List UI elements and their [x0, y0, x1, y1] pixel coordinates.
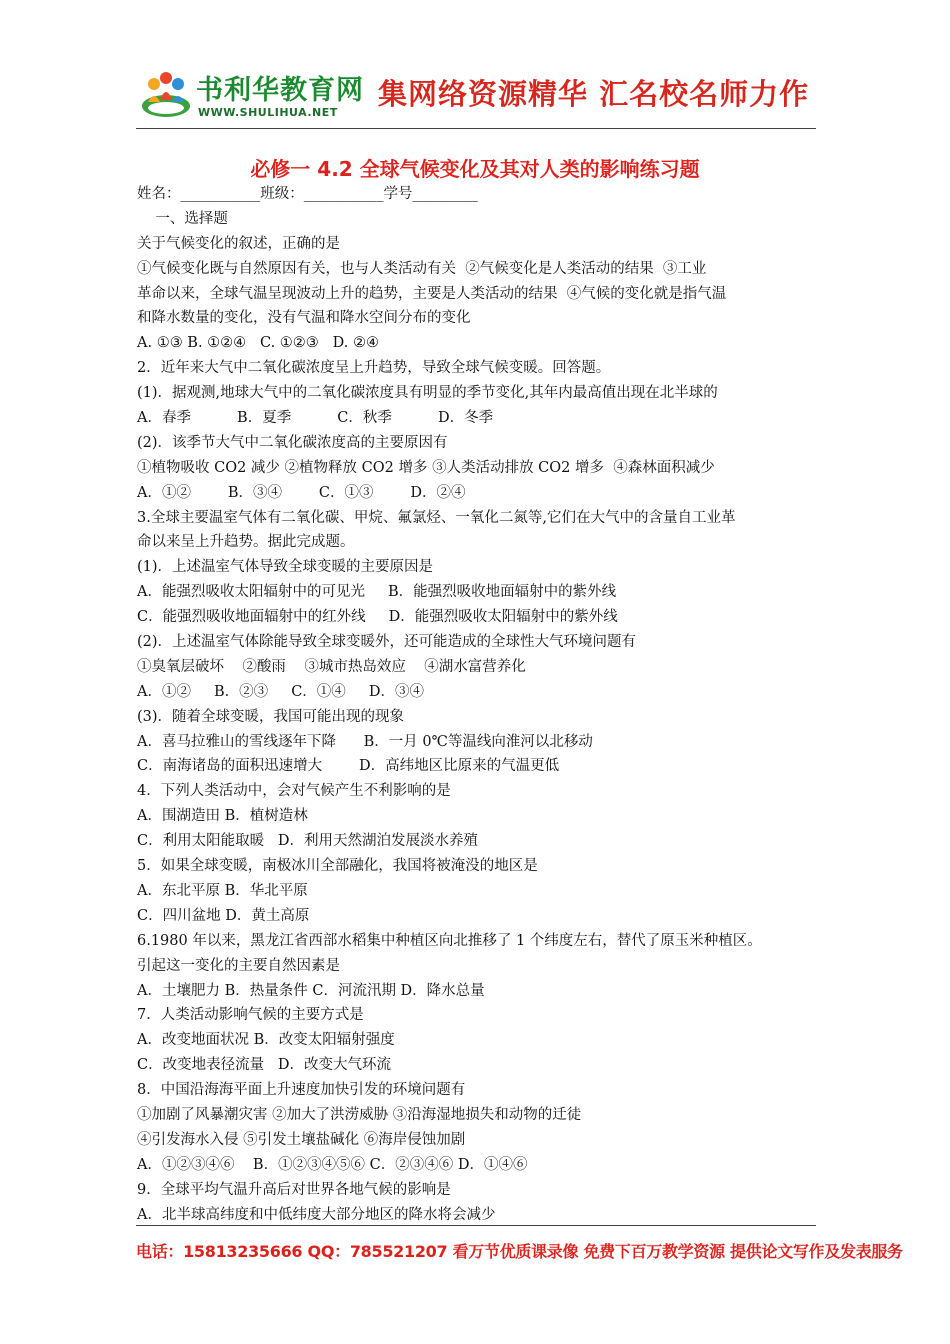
- text-line: 7．人类活动影响气候的主要方式是: [137, 1007, 364, 1024]
- site-header: [140, 62, 820, 132]
- text-line: C．改变地表径流量 D．改变大气环流: [137, 1057, 392, 1074]
- text-line: (1)．上述温室气体导致全球变暖的主要原因是: [137, 559, 434, 576]
- text-line: A．围湖造田 B．植树造林: [137, 808, 308, 825]
- brand-url: WWW.SHULIHUA.NET: [198, 106, 338, 119]
- text-line: 一、选择题: [137, 210, 228, 227]
- text-line: A．土壤肥力 B．热量条件 C．河流汛期 D．降水总量: [137, 982, 485, 999]
- text-line: A．①② B．③④ C．①③ D．②④: [137, 484, 466, 501]
- text-line: A．北半球高纬度和中低纬度大部分地区的降水将会减少: [137, 1206, 496, 1223]
- text-line: ①臭氧层破坏 ②酸雨 ③城市热岛效应 ④湖水富营养化: [137, 658, 526, 675]
- text-line: A．①②③④⑥ B．①②③④⑤⑥ C．②③④⑥ D．①④⑥: [137, 1156, 528, 1173]
- text-line: C．能强烈吸收地面辐射中的红外线 D．能强烈吸收太阳辐射中的紫外线: [137, 609, 618, 626]
- text-line: 4．下列人类活动中，会对气候产生不利影响的是: [137, 783, 451, 800]
- text-line: A．喜马拉雅山的雪线逐年下降 B．一月 0℃等温线向淮河以北移动: [137, 733, 593, 750]
- text-line: C．四川盆地 D．黄土高原: [137, 907, 310, 924]
- brand-name: 书利华教育网: [196, 75, 364, 106]
- text-line: 3.全球主要温室气体有二氧化碳、甲烷、氟氯烃、一氧化二氮等,它们在大气中的含量自工业革: [137, 509, 736, 526]
- text-line: 革命以来，全球气温呈现波动上升的趋势，主要是人类活动的结果 ④气候的变化就是指气温: [137, 285, 727, 302]
- text-line: 2．近年来大气中二氧化碳浓度呈上升趋势，导致全球气候变暖。回答题。: [137, 360, 611, 377]
- text-line: C．南海诸岛的面积迅速增大 D．高纬地区比原来的气温更低: [137, 758, 560, 775]
- text-line: (2)．该季节大气中二氧化碳浓度高的主要原因有: [137, 434, 448, 451]
- text-line: 命以来呈上升趋势。据此完成题。: [137, 534, 355, 551]
- text-line: 关于气候变化的叙述，正确的是: [137, 235, 340, 252]
- footer-contact: 电话：15813235666 QQ：785521207 看万节优质课录像 免费下百万教学资源 提供论文写作及发表服务: [136, 1242, 903, 1261]
- logo-icon: [140, 68, 192, 120]
- text-line: (3)．随着全球变暖，我国可能出现的现象: [137, 708, 405, 725]
- text-line: ①加剧了风暴潮灾害 ②加大了洪涝威胁 ③沿海湿地损失和动物的迁徒: [137, 1106, 582, 1123]
- text-line: C．利用太阳能取暖 D．利用天然湖泊发展淡水养殖: [137, 833, 479, 850]
- footer-divider: [136, 1225, 816, 1226]
- header-divider: [136, 128, 816, 129]
- header-slogan: 集网络资源精华 汇名校名师力作: [378, 77, 810, 111]
- text-line: 5．如果全球变暖，南极冰川全部融化，我国将被淹没的地区是: [137, 858, 538, 875]
- text-line: A．东北平原 B．华北平原: [137, 882, 308, 899]
- text-line: (2)．上述温室气体除能导致全球变暖外，还可能造成的全球性大气环境问题有: [137, 634, 637, 651]
- page-title: 必修一 4.2 全球气候变化及其对人类的影响练习题: [250, 157, 700, 181]
- text-line: ①气候变化既与自然原因有关，也与人类活动有关 ②气候变化是人类活动的结果 ③工业: [137, 260, 707, 277]
- text-line: 9．全球平均气温升高后对世界各地气候的影响是: [137, 1181, 451, 1198]
- text-line: A. ①③ B. ①②④ C. ①②③ D. ②④: [137, 335, 379, 352]
- text-line: 引起这一变化的主要自然因素是: [137, 957, 340, 974]
- text-line: ①植物吸收 CO2 减少 ②植物释放 CO2 增多 ③人类活动排放 CO2 增多 ④森林面积减少: [137, 459, 715, 476]
- text-line: 6.1980 年以来，黑龙江省西部水稻集中种植区向北推移了 1 个纬度左右，替代了原玉米种植区。: [137, 932, 762, 949]
- exercise-body: [137, 182, 827, 1227]
- text-line: A．①② B．②③ C．①④ D．③④: [137, 683, 424, 700]
- text-line: ④引发海水入侵 ⑤引发土壤盐碱化 ⑥海岸侵蚀加剧: [137, 1131, 466, 1148]
- text-line: 姓名：___________班级：___________学号_________: [137, 186, 478, 202]
- text-line: 8．中国沿海海平面上升速度加快引发的环境问题有: [137, 1082, 466, 1099]
- text-line: A．改变地面状况 B．改变太阳辐射强度: [137, 1032, 395, 1049]
- text-line: A．春季 B．夏季 C．秋季 D．冬季: [137, 410, 494, 427]
- text-line: 和降水数量的变化，没有气温和降水空间分布的变化: [137, 310, 471, 327]
- text-line: (1)．据观测,地球大气中的二氧化碳浓度具有明显的季节变化,其年内最高值出现在北半球的: [137, 385, 718, 402]
- text-line: A．能强烈吸收太阳辐射中的可见光 B．能强烈吸收地面辐射中的紫外线: [137, 584, 617, 601]
